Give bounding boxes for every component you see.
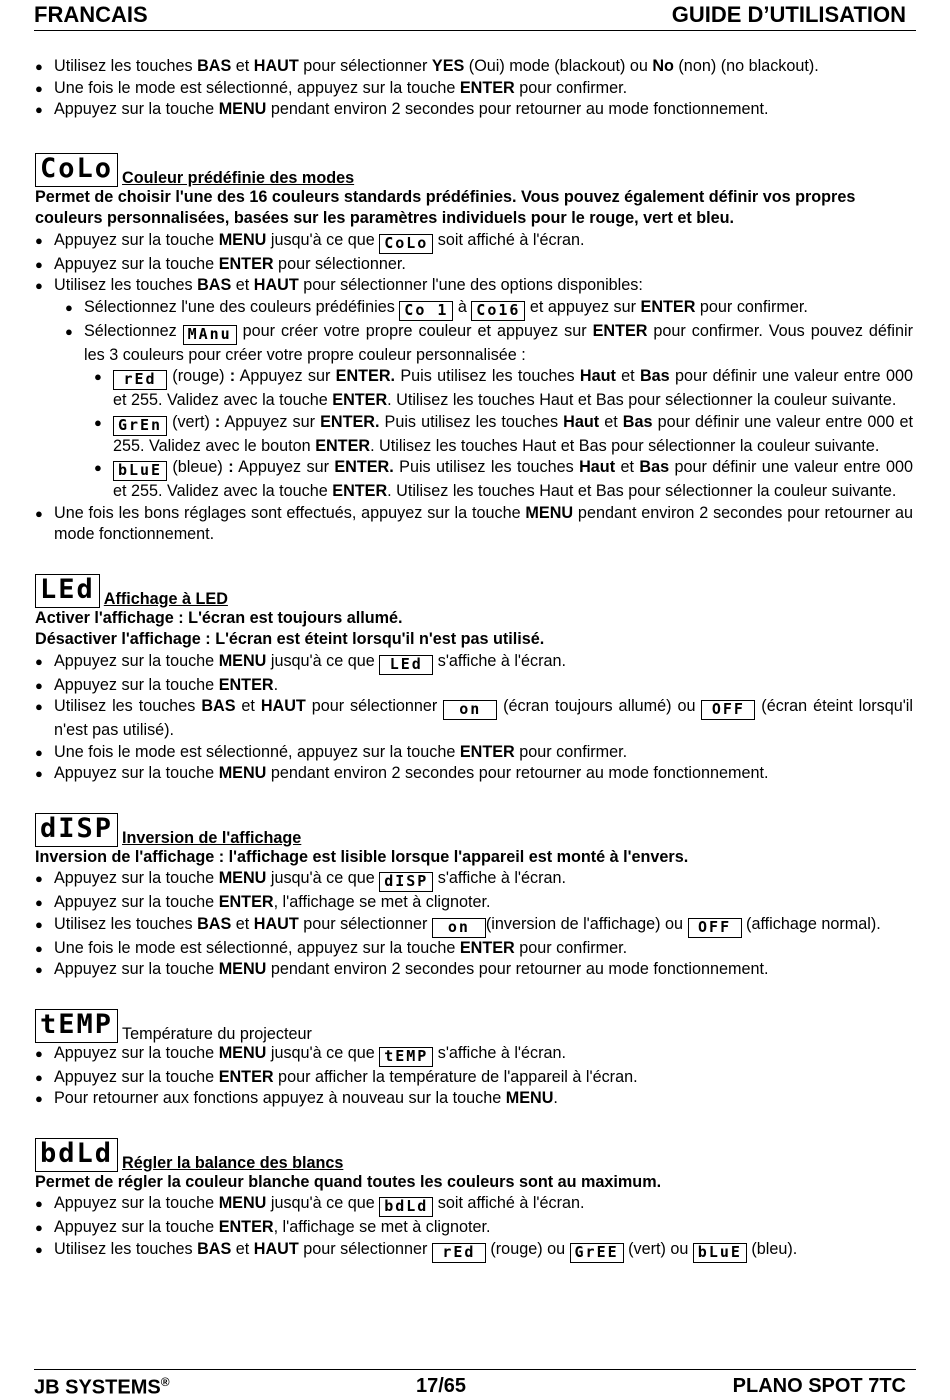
section-description: Inversion de l'affichage : l'affichage est lisible lorsque l'appareil est monté à l'envers.	[35, 847, 689, 866]
list-item: ● bLuE (bleue) : Appuyez sur ENTER. Puis utilisez les touches Haut et Bas pour définir une valeur entre 000 et 255. Validez avec la touche ENTER. Utilisez les touches Haut et Bas pour sélectionner la couleur suivante.	[94, 458, 913, 500]
lcd-red-icon: rEd	[432, 1243, 486, 1263]
section-description: Activer l'affichage : L'écran est toujours allumé.	[35, 608, 403, 627]
list-item: ● Appuyez sur la touche MENU pendant environ 2 secondes pour retourner au mode fonctionnement.	[35, 960, 769, 978]
list-item: ● Appuyez sur la touche MENU jusqu'à ce que CoLo soit affiché à l'écran.	[35, 230, 585, 252]
list-item: ● Une fois les bons réglages sont effectués, appuyez sur la touche MENU pendant environ 2 secondes pour retourner au mode fonctionnement.	[35, 503, 913, 543]
section-title	[35, 1136, 913, 1172]
lcd-temp-icon: tEMP	[379, 1047, 433, 1067]
section-heading: Température du projecteur	[122, 1024, 312, 1043]
section-disp	[35, 811, 913, 981]
document-body	[35, 56, 913, 1263]
section-description: Permet de choisir l'une des 16 couleurs standards prédéfinies. Vous pouvez également définir vos propres couleurs personnalisées, basées sur les paramètres individuels pour le rouge, vert et bleu.	[35, 187, 856, 227]
list-item: ● Appuyez sur la touche ENTER pour sélectionner.	[35, 254, 406, 273]
page-header	[34, 0, 916, 31]
list-item: ● Sélectionnez MAnu pour créer votre propre couleur et appuyez sur ENTER pour confirmer. Vous pouvez définir les 3 couleurs pour créer votre propre couleur personnalisée :	[65, 321, 913, 364]
lcd-led-icon: LEd	[35, 574, 100, 608]
lcd-disp-icon: dISP	[379, 872, 433, 892]
list-item: ● Pour retourner aux fonctions appuyez à nouveau sur la touche MENU.	[35, 1089, 558, 1107]
list-item: ● rEd (rouge) : Appuyez sur ENTER. Puis utilisez les touches Haut et Bas pour définir une valeur entre 000 et 255. Validez avec la touche ENTER. Utilisez les touches Haut et Bas pour sélectionner la couleur suivante.	[94, 367, 913, 409]
lcd-temp-icon: tEMP	[35, 1009, 118, 1043]
lcd-off-icon: OFF	[701, 700, 755, 720]
list-item: ● Une fois le mode est sélectionné, appuyez sur la touche ENTER pour confirmer.	[35, 742, 628, 761]
page-footer	[34, 1369, 916, 1398]
list-item: ● Utilisez les touches BAS et HAUT pour sélectionner l'une des options disponibles:	[35, 276, 643, 294]
list-item: ● Appuyez sur la touche MENU jusqu'à ce que LEd s'affiche à l'écran.	[35, 651, 567, 673]
section-title	[35, 572, 913, 608]
footer-product: PLANO SPOT 7TC	[732, 1375, 906, 1397]
header-guide-title: GUIDE D’UTILISATION	[671, 2, 906, 27]
lcd-on-icon: on	[443, 700, 497, 720]
list-item: ● Sélectionnez l'une des couleurs prédéfinies Co 1 à Co16 et appuyez sur ENTER pour confirmer.	[65, 297, 808, 319]
lcd-off-icon: OFF	[688, 918, 742, 938]
section-bald	[35, 1136, 913, 1263]
section-title	[35, 811, 913, 847]
section-description: Permet de régler la couleur blanche quand toutes les couleurs sont au maximum.	[35, 1172, 662, 1191]
lcd-blue-icon: bLuE	[693, 1243, 747, 1263]
header-language: FRANCAIS	[34, 2, 148, 27]
section-colo	[35, 151, 913, 546]
list-item: ● Utilisez les touches BAS et HAUT pour sélectionner on (inversion de l'affichage) ou OFF (affichage normal).	[35, 914, 881, 936]
section-heading: Affichage à LED	[103, 589, 228, 608]
lcd-colo-icon: CoLo	[35, 153, 118, 187]
list-item: ● Appuyez sur la touche ENTER, l'affichage se met à clignoter.	[35, 893, 491, 911]
list-item: ● Utilisez les touches BAS et HAUT pour sélectionner rEd (rouge) ou GrEE (vert) ou bLuE (bleu).	[35, 1239, 798, 1261]
lcd-bald-icon: bdLd	[379, 1197, 433, 1217]
section-temp	[35, 1007, 913, 1110]
list-item: ● Une fois le mode est sélectionné, appuyez sur la touche ENTER pour confirmer.	[35, 78, 628, 97]
section-heading: Inversion de l'affichage	[122, 828, 302, 847]
section-heading: Régler la balance des blancs	[122, 1153, 344, 1172]
list-item: ● Une fois le mode est sélectionné, appuyez sur la touche ENTER pour confirmer.	[35, 938, 628, 957]
section-heading: Couleur prédéfinie des modes	[122, 168, 355, 187]
list-item: ● Utilisez les touches BAS et HAUT pour sélectionner on (écran toujours allumé) ou OFF (écran éteint lorsqu'il n'est pas utilisé).	[35, 697, 913, 739]
lcd-co1-icon: Co 1	[399, 301, 453, 321]
list-item: ● Appuyez sur la touche MENU pendant environ 2 secondes pour retourner au mode fonctionnement.	[35, 764, 769, 782]
footer-brand: JB SYSTEMS®	[34, 1375, 170, 1399]
lcd-colo-icon: CoLo	[379, 234, 433, 254]
lcd-disp-icon: dISP	[35, 813, 118, 847]
section-title	[35, 1007, 913, 1043]
list-item: ● Appuyez sur la touche MENU pendant environ 2 secondes pour retourner au mode fonctionnement.	[35, 100, 769, 118]
list-item: ● Appuyez sur la touche MENU jusqu'à ce que dISP s'affiche à l'écran.	[35, 869, 567, 890]
list-item: ● Appuyez sur la touche MENU jusqu'à ce que tEMP s'affiche à l'écran.	[35, 1043, 567, 1065]
section-title	[35, 151, 913, 187]
lcd-co16-icon: Co16	[471, 301, 525, 321]
lcd-led-icon: LEd	[379, 655, 433, 675]
lcd-blue-icon: bLuE	[113, 461, 167, 481]
list-item: ● Utilisez les touches BAS et HAUT pour sélectionner YES (Oui) mode (blackout) ou No (non) (no blackout).	[35, 57, 819, 75]
list-item: ● Appuyez sur la touche ENTER pour afficher la température de l'appareil à l'écran.	[35, 1067, 638, 1086]
list-item: ● Appuyez sur la touche MENU jusqu'à ce que bdLd soit affiché à l'écran.	[35, 1194, 585, 1215]
list-item: ● Appuyez sur la touche ENTER.	[35, 675, 279, 694]
lcd-gree-icon: GrEE	[570, 1243, 624, 1263]
page-number: 17/65	[416, 1375, 467, 1397]
list-item: ● GrEn (vert) : Appuyez sur ENTER. Puis utilisez les touches Haut et Bas pour définir une valeur entre 000 et 255. Validez avec le bouton ENTER. Utilisez les touches Haut et Bas pour sélectionner la couleur suivante.	[94, 412, 913, 455]
lcd-green-icon: GrEn	[113, 416, 167, 436]
lcd-red-icon: rEd	[113, 370, 167, 390]
intro-list	[35, 56, 913, 121]
lcd-on-icon: on	[432, 918, 486, 938]
lcd-manu-icon: MAnu	[183, 325, 237, 345]
list-item: ● Appuyez sur la touche ENTER, l'affichage se met à clignoter.	[35, 1218, 491, 1236]
lcd-bald-icon: bdLd	[35, 1138, 118, 1172]
section-led	[35, 572, 913, 785]
section-description: Désactiver l'affichage : L'écran est éteint lorsqu'il n'est pas utilisé.	[35, 630, 545, 648]
